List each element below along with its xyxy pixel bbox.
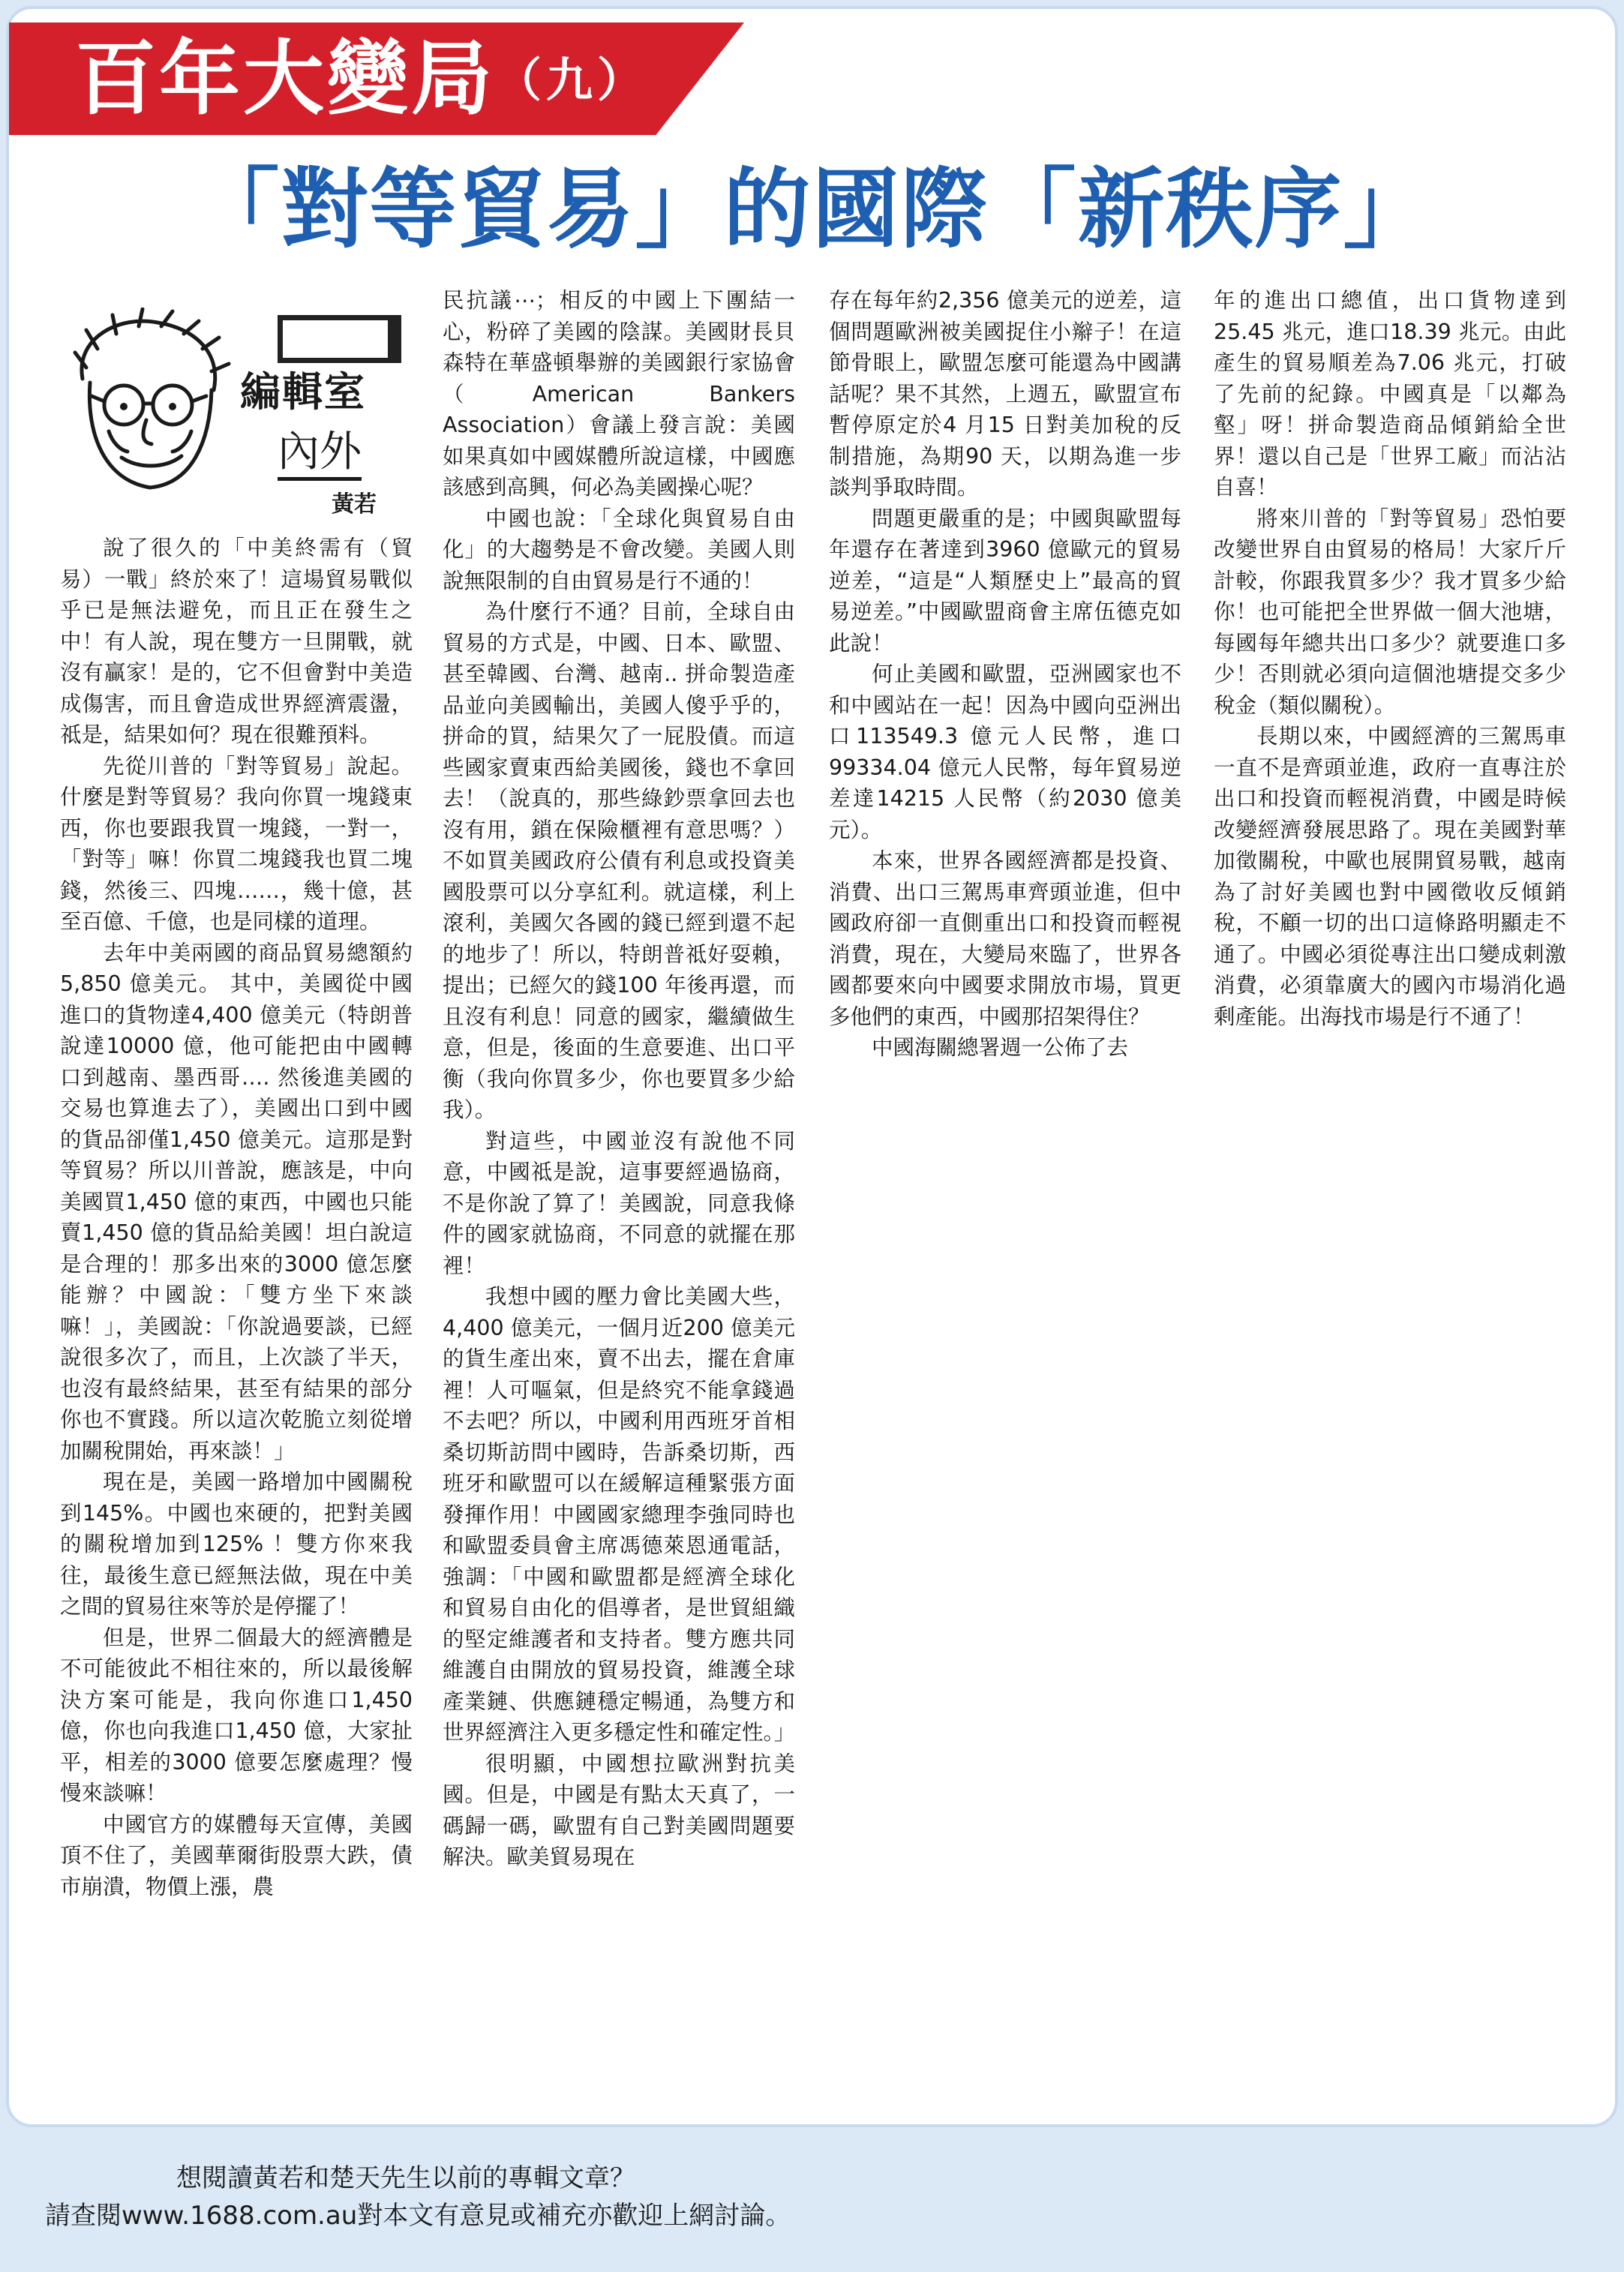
paragraph: 中國官方的媒體每天宣傳，美國頂不住了，美國華爾街股票大跌，債市崩潰，物價上漲，農 — [60, 1811, 413, 1899]
caricature-illustration — [53, 308, 240, 510]
author-name: 黃若 — [332, 491, 377, 518]
series-title-text: 百年大變局 — [75, 32, 496, 126]
paragraph: 為什麼行不通？目前，全球自由貿易的方式是，中國、日本、歐盟、甚至韓國、台灣、越南.. 拼命製造產品並向美國輸出，美國人傻乎乎的，拼命的買，結果欠了一屁股債。而這些國家賣東西給美國後，錢也不拿回去！（說真的，那些綠鈔票拿回去也沒有用，鎖在保險櫃裡有意思嗎？）不如買美國政府公債有利息或投資美國股票可以分享紅利。就這樣，利上滾利，美國欠各國的錢已經到還不起的地步了！所以，特朗普祗好耍賴，提出；已經欠的錢100 年後再還，而且沒有利息！同意的國家，繼續做生意，但是，後面的生意要進、出口平衡（我向你買多少，你也要買多少給我）。 — [443, 599, 795, 1122]
paragraph: 對這些，中國並沒有說他不同意，中國祗是說，這事要經過協商，不是你說了算了！美國說，同意我條件的國家就協商，不同意的就擺在那裡！ — [443, 1128, 795, 1278]
paragraph: 中國海關總署週一公佈了去 — [872, 1035, 1129, 1060]
logo-subtitle: 內外 — [278, 428, 362, 481]
article-column-3 — [829, 285, 1181, 1148]
paragraph: 但是，世界二個最大的經濟體是不可能彼此不相往來的，所以最後解決方案可能是，我向你進口1,450 億，你也向我進口1,450 億，大家扯平，相差的3000 億要怎麼處理？慢慢來談嘛！ — [60, 1625, 413, 1805]
footer-note — [0, 2160, 1624, 2250]
footer-line-1: 想閱讀黃若和楚天先生以前的專輯文章？ — [176, 2163, 635, 2193]
series-number: （九） — [495, 53, 649, 107]
paragraph: 現在是，美國一路增加中國關稅到145%。中國也來硬的，把對美國的關稅增加到125% ！雙方你來我往，最後生意已經無法做，現在中美之間的貿易往來等於是停擺了！ — [60, 1469, 413, 1619]
article-column-2 — [443, 285, 795, 2063]
footer-line-2: 請查閱www.1688.com.au對本文有意見或補充亦歡迎上網討論。 — [45, 2201, 791, 2231]
paragraph: 長期以來，中國經濟的三駕馬車一直不是齊頭並進，政府一直專注於出口和投資而輕視消費，中國是時候改變經濟發展思路了。現在美國對華加徵關稅，中歐也展開貿易戰，越南為了討好美國也對中國徵收反傾銷稅，不顧一切的出口這條路明顯走不通了。中國必須從專注出口變成刺激消費，必須靠廣大的國內市場消化過剩產能。出海找市場是行不通了！ — [1214, 724, 1566, 1029]
paragraph: 很明顯，中國想拉歐洲對抗美國。但是，中國是有點太天真了，一碼歸一碼，歐盟有自己對美國問題要解決。歐美貿易現在 — [443, 1751, 795, 1869]
logo-box-shape — [278, 315, 401, 363]
series-title — [75, 30, 648, 128]
logo-title: 編輯室 — [240, 368, 366, 416]
paragraph: 將來川普的「對等貿易」恐怕要改變世界自由貿易的格局！大家斤斤計較，你跟我買多少？我才買多少給你！也可能把全世界做一個大池塘，每國每年總共出口多少？就要進口多少！否則就必須向這個池塘提交多少稅金（類似關稅）。 — [1214, 506, 1566, 718]
paragraph: 本來，世界各國經濟都是投資、消費、出口三駕馬車齊頭並進，但中國政府卻一直側重出口和投資而輕視消費，現在，大變局來臨了，世界各國都要來向中國要求開放市場，買更多他們的東西，中國那招架得住？ — [829, 848, 1181, 1029]
paragraph: 中國也說：「全球化與貿易自由化」的大趨勢是不會改變。美國人則說無限制的自由貿易是行不通的！ — [443, 506, 795, 593]
column-logo — [53, 300, 405, 525]
paragraph: 何止美國和歐盟，亞洲國家也不和中國站在一起！因為中國向亞洲出口113549.3 億元人民幣，進口99334.04 億元人民幣，每年貿易逆差達14215 人民幣（約2030 億美元）。 — [829, 662, 1181, 842]
paragraph: 存在每年約2,356 億美元的逆差，這個問題歐洲被美國捉住小辮子！在這節骨眼上，歐盟怎麼可能還為中國講話呢？果不其然，上週五，歐盟宣布暫停原定於4 月15 日對美加稅的反制措施，為期90 天，以期為進一步談判爭取時間。 — [829, 288, 1181, 500]
paragraph: 說了很久的「中美終需有（貿易）一戰」終於來了！這場貿易戰似乎已是無法避免，而且正在發生之中！有人說，現在雙方一旦開戰，就沒有贏家！是的，它不但會對中美造成傷害，而且會造成世界經濟震盪，祗是，結果如何？現在很難預料。 — [60, 536, 413, 747]
article-column-1 — [60, 533, 413, 2063]
paragraph: 民抗議⋯；相反的中國上下團結一心，粉碎了美國的陰謀。美國財長貝森特在華盛頓舉辦的美國銀行家協會（American Bankers Association）會議上發言說：美國如果真如中國媒體所說這樣，中國應該感到高興，何必為美國操心呢？ — [443, 288, 795, 500]
article-headline: 「對等貿易」的國際「新秩序」 — [192, 159, 1432, 260]
paragraph: 先從川普的「對等貿易」說起。什麼是對等貿易？我向你買一塊錢東西，你也要跟我買一塊錢，一對一，「對等」嘛！你買二塊錢我也買二塊錢，然後三、四塊……，幾十億，甚至百億、千億，也是同樣的道理。 — [60, 753, 413, 934]
paragraph: 去年中美兩國的商品貿易總額約5,850 億美元。 其中，美國從中國進口的貨物達4,400 億美元（特朗普說達10000 億，他可能把由中國轉口到越南、墨西哥…. 然後進美國的交易也算進去了），美國出口到中國的貨品卻僅1,450 億美元。這那是對等貿易？所以川普說，應該是，中向美國買1,450 億的東西，中國也只能賣1,450 億的貨品給美國！坦白說這是合理的！那多出來的3000 億怎麼能辦？中國說：「雙方坐下來談嘛！」，美國說：「你說過要談，已經說很多次了，而且，上次談了半天，也沒有最終結果，甚至有結果的部分你也不實踐。所以這次乾脆立刻從增加關稅開始，再來談！」 — [60, 940, 413, 1463]
paragraph: 我想中國的壓力會比美國大些，4,400 億美元，一個月近200 億美元的貨生產出來，賣不出去，擺在倉庫裡！人可嘔氣，但是終究不能拿錢過不去吧？所以，中國利用西班牙首相桑切斯訪問中國時，告訴桑切斯，西班牙和歐盟可以在緩解這種緊張方面發揮作用！中國國家總理李強同時也和歐盟委員會主席馮德萊恩通電話，強調：「中國和歐盟都是經濟全球化和貿易自由化的倡導者，是世貿組織的堅定維護者和支持者。雙方應共同維護自由開放的貿易投資，維護全球產業鏈、供應鏈穩定暢通，為雙方和世界經濟注入更多穩定性和確定性。」 — [443, 1284, 795, 1745]
paragraph: 問題更嚴重的是；中國與歐盟每年還存在著達到3960 億歐元的貿易逆差，“這是“人類歷史上”最高的貿易逆差。”中國歐盟商會主席伍德克如此說！ — [829, 506, 1181, 656]
paragraph: 年的進出口總值，出口貨物達到25.45 兆元，進口18.39 兆元。由此產生的貿易順差為7.06 兆元，打破了先前的紀錄。中國真是「以鄰為壑」呀！拼命製造商品傾銷給全世界！還以自己是「世界工廠」而沾沾自喜！ — [1214, 288, 1566, 500]
article-column-4 — [1214, 285, 1566, 1148]
